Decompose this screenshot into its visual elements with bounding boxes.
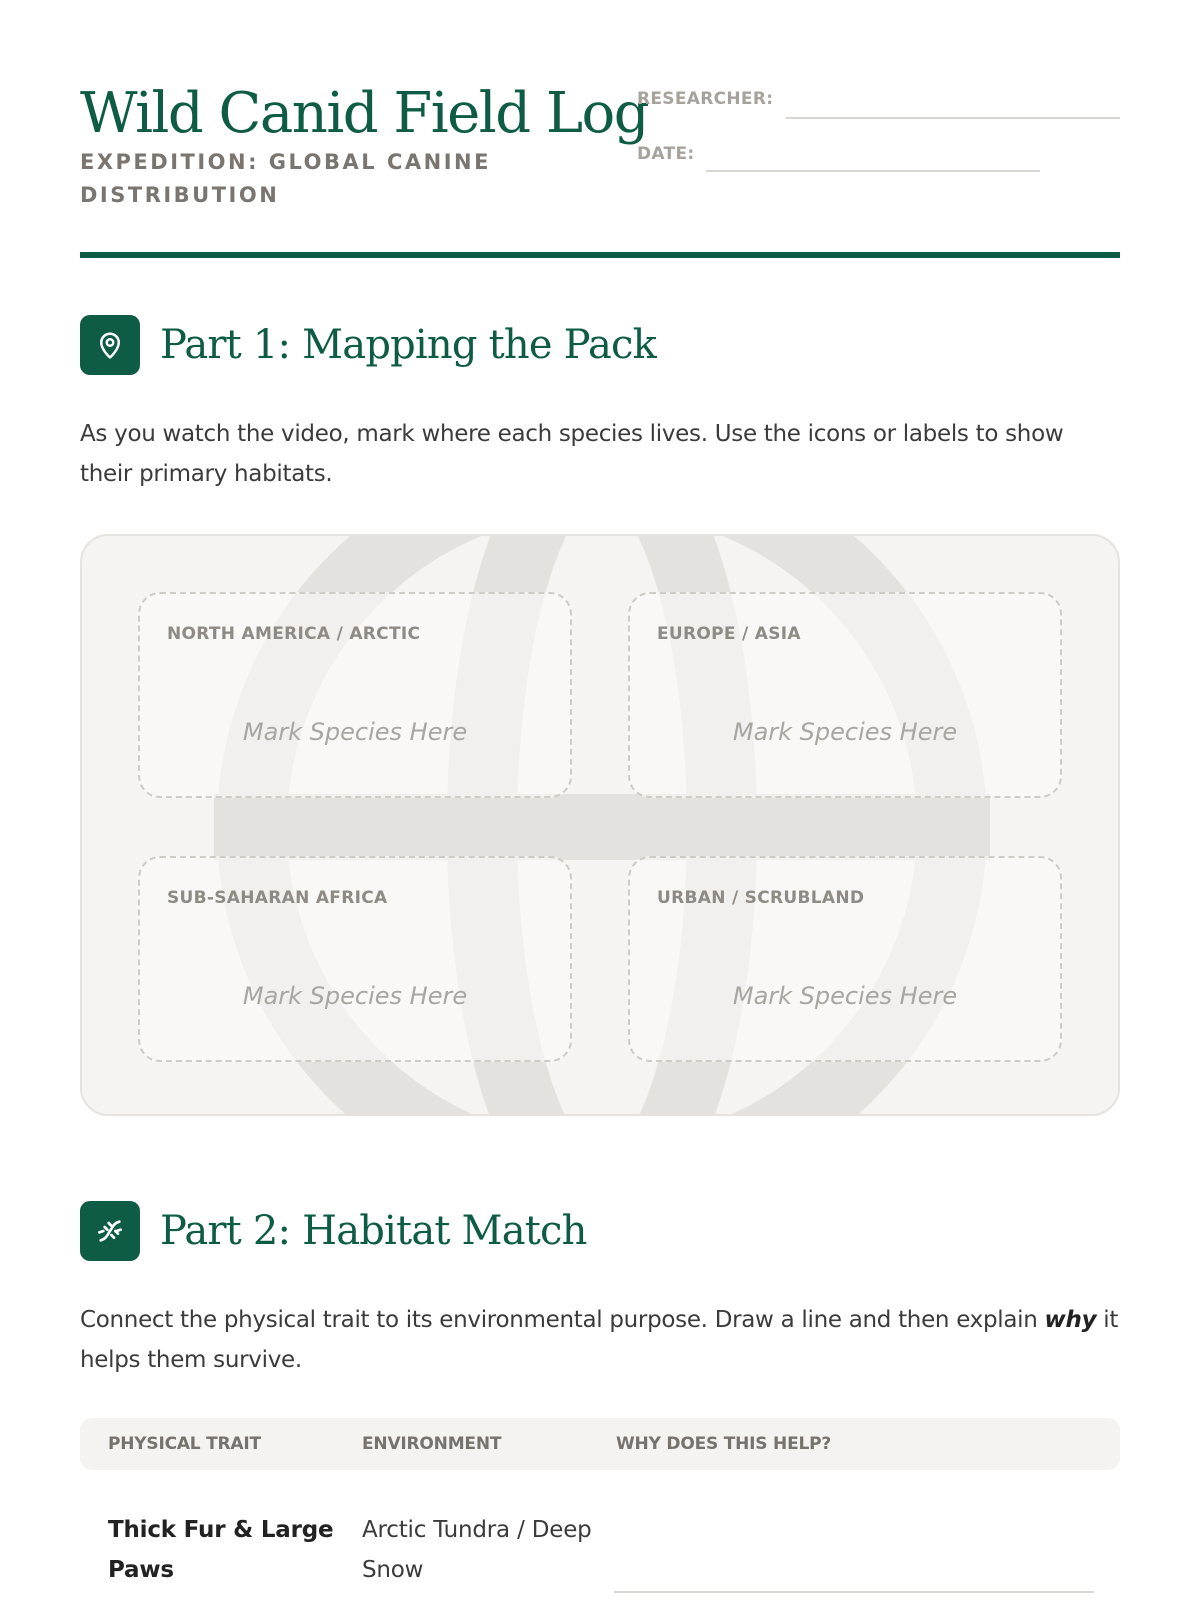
- map-pin-icon: [80, 315, 140, 375]
- region-sub-saharan-africa[interactable]: [138, 856, 572, 1062]
- region-placeholder: Mark Species Here: [242, 718, 468, 746]
- row-environment: Arctic Tundra / Deep Snow: [362, 1517, 592, 1583]
- region-label: NORTH AMERICA / ARCTIC: [167, 624, 421, 644]
- region-urban-scrubland[interactable]: [628, 856, 1062, 1062]
- region-placeholder: Mark Species Here: [242, 982, 468, 1010]
- why-answer-line[interactable]: [614, 1591, 1094, 1593]
- region-placeholder: Mark Species Here: [732, 718, 958, 746]
- page-title: Wild Canid Field Log: [80, 81, 649, 146]
- instructions-text: Connect the physical trait to its environmental purpose. Draw a line and then explain: [80, 1307, 1045, 1333]
- researcher-field[interactable]: [786, 117, 1120, 119]
- date-field[interactable]: [706, 170, 1040, 172]
- row-trait: Thick Fur & Large Paws: [108, 1517, 334, 1583]
- region-placeholder: Mark Species Here: [732, 982, 958, 1010]
- date-label: DATE:: [637, 144, 695, 164]
- column-physical-trait: PHYSICAL TRAIT: [108, 1434, 261, 1454]
- region-europe-asia[interactable]: [628, 592, 1062, 798]
- part2-title: Part 2: Habitat Match: [160, 1208, 587, 1254]
- part2-instructions: [80, 1300, 1120, 1380]
- column-environment: ENVIRONMENT: [362, 1434, 502, 1454]
- region-label: SUB-SAHARAN AFRICA: [167, 888, 388, 908]
- instructions-text-end: it helps them survive.: [80, 1307, 1119, 1373]
- habitat-map: [80, 534, 1120, 1116]
- region-north-america-arctic[interactable]: [138, 592, 572, 798]
- table-header: [80, 1418, 1120, 1470]
- column-why: WHY DOES THIS HELP?: [616, 1434, 832, 1454]
- instructions-emphasis: why: [1044, 1307, 1097, 1333]
- header-divider: [80, 252, 1120, 258]
- researcher-label: RESEARCHER:: [637, 89, 774, 109]
- region-label: EUROPE / ASIA: [657, 624, 801, 644]
- region-label: URBAN / SCRUBLAND: [657, 888, 865, 908]
- part1-title: Part 1: Mapping the Pack: [160, 322, 657, 368]
- expedition-subtitle: EXPEDITION: GLOBAL CANINE DISTRIBUTION: [80, 150, 491, 207]
- dna-icon: [80, 1201, 140, 1261]
- part1-instructions: As you watch the video, mark where each species lives. Use the icons or labels to show their primary habitats.: [80, 421, 1064, 487]
